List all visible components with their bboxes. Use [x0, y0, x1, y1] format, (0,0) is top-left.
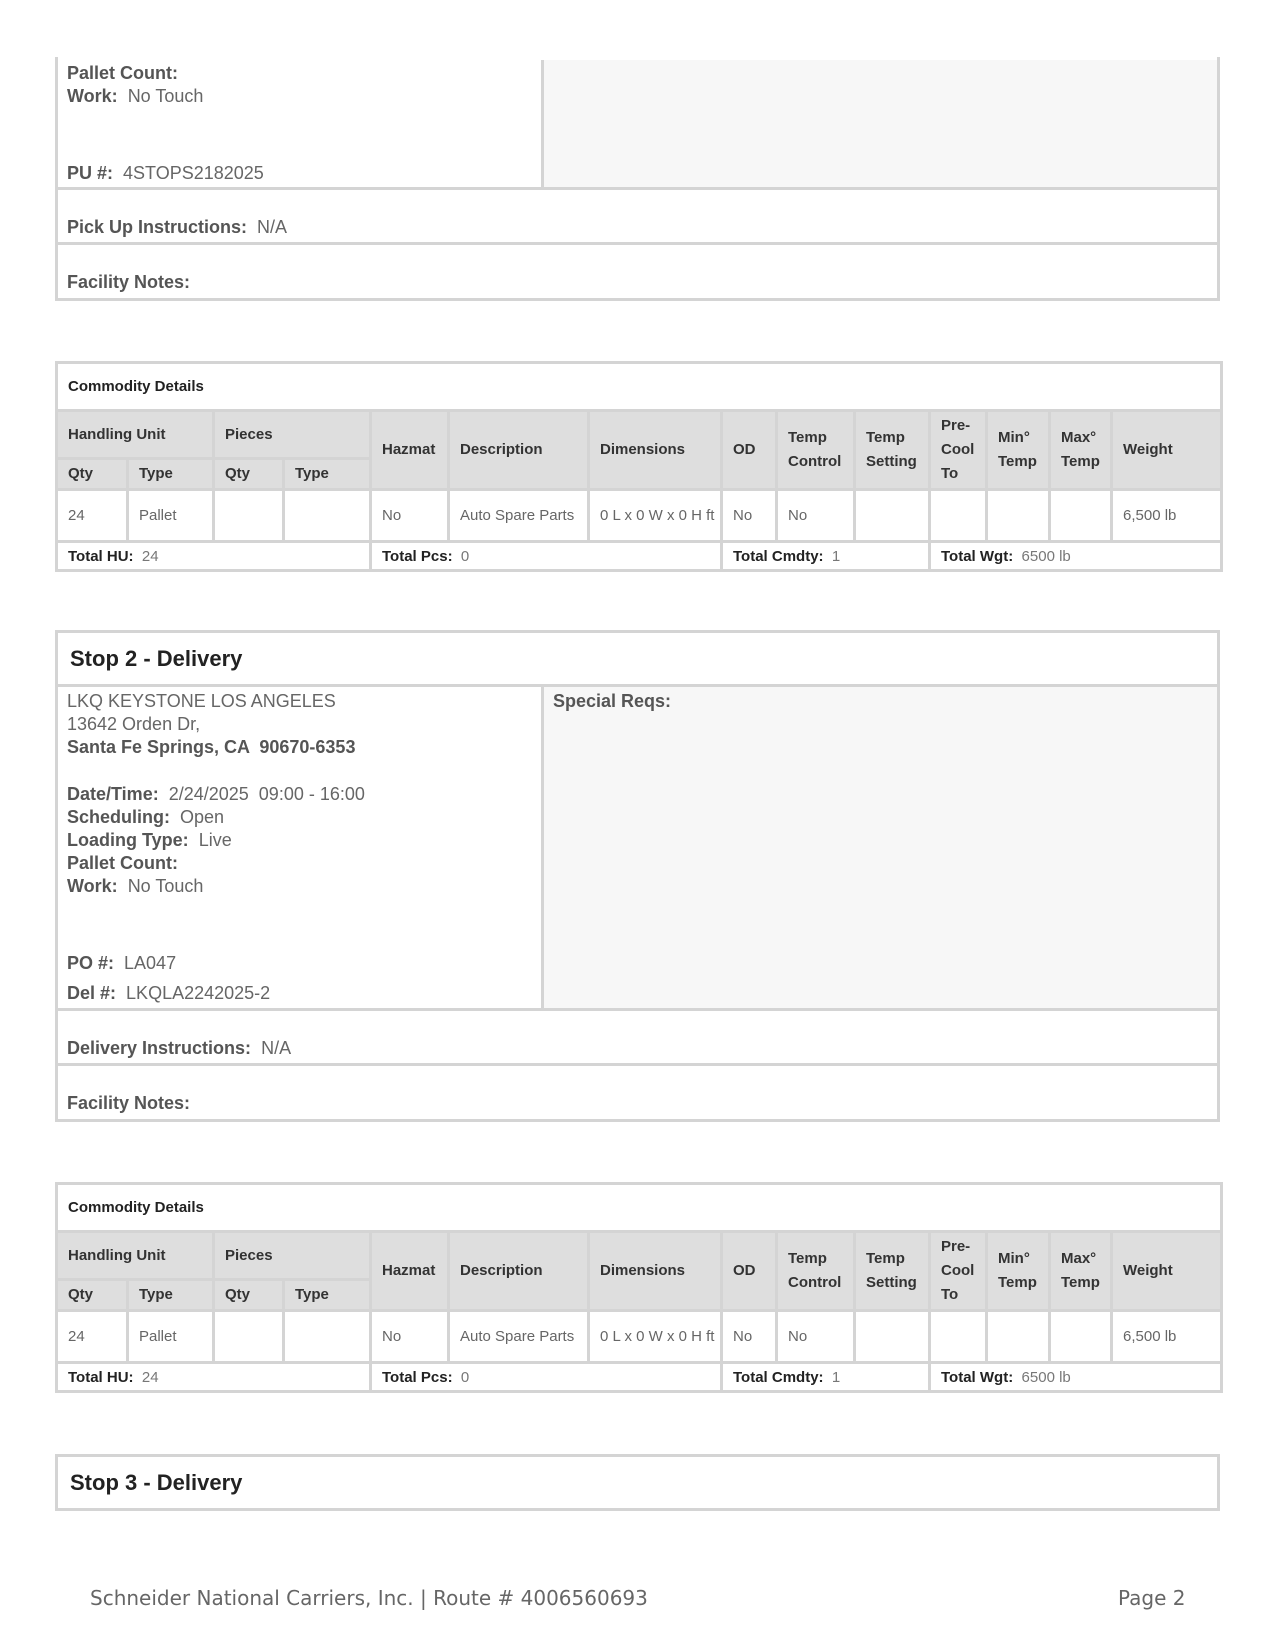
- col-temp-control: Temp Control: [777, 1232, 855, 1311]
- cell-hazmat: No: [371, 1311, 449, 1363]
- special-reqs-label: Special Reqs:: [553, 691, 672, 711]
- cell-min-temp: [987, 1311, 1050, 1363]
- stop2-po-number: [67, 952, 176, 975]
- cell-od: No: [722, 1311, 777, 1363]
- stop1-special-reqs-panel: [541, 60, 1217, 188]
- col-pieces: Pieces: [214, 1232, 371, 1280]
- stop1-divider-2: [55, 242, 1220, 245]
- table-row: [57, 1311, 1222, 1363]
- col-hu-qty: Qty: [57, 1280, 128, 1311]
- work-label: Work:: [67, 86, 118, 106]
- total-hu: Total HU: 24: [57, 1363, 371, 1392]
- stop2-facility-name: LKQ KEYSTONE LOS ANGELES: [67, 691, 336, 711]
- po-label: PO #:: [67, 953, 115, 973]
- col-pieces: Pieces: [214, 411, 371, 459]
- scheduling-value: Open: [180, 807, 225, 827]
- col-hazmat: Hazmat: [371, 1232, 449, 1311]
- stop1-divider-1: [55, 187, 1220, 190]
- po-value: LA047: [124, 953, 177, 973]
- work-label: Work:: [67, 876, 118, 896]
- cell-temp-control: No: [777, 490, 855, 542]
- stop2-header-box: [55, 630, 1220, 687]
- stop2-del-number: [67, 982, 270, 1005]
- footer-page-number: Page 2: [1118, 1586, 1186, 1610]
- cell-hazmat: No: [371, 490, 449, 542]
- col-max-temp: Max° Temp: [1050, 411, 1112, 490]
- datetime-value: 2/24/2025 09:00 - 16:00: [168, 784, 365, 804]
- cell-description: Auto Spare Parts: [449, 490, 589, 542]
- totals-row: [57, 542, 1222, 571]
- stop2-divider-2: [55, 1063, 1220, 1066]
- work-value: No Touch: [127, 876, 204, 896]
- col-weight: Weight: [1112, 411, 1222, 490]
- col-min-temp: Min° Temp: [987, 1232, 1050, 1311]
- col-pc-type: Type: [284, 459, 371, 490]
- total-hu: Total HU: 24: [57, 542, 371, 571]
- total-wgt: Total Wgt: 6500 lb: [930, 542, 1222, 571]
- col-description: Description: [449, 1232, 589, 1311]
- table-row: [57, 490, 1222, 542]
- cell-pc-qty: [214, 1311, 284, 1363]
- cell-hu-type: Pallet: [128, 1311, 214, 1363]
- cell-max-temp: [1050, 1311, 1112, 1363]
- col-dimensions: Dimensions: [589, 411, 722, 490]
- cell-temp-control: No: [777, 1311, 855, 1363]
- cell-dimensions: 0 L x 0 W x 0 H ft: [589, 1311, 722, 1363]
- stop3-heading: Stop 3 - Delivery: [70, 1470, 243, 1495]
- stop3-header-box: [55, 1454, 1220, 1511]
- datetime-label: Date/Time:: [67, 784, 159, 804]
- col-max-temp: Max° Temp: [1050, 1232, 1112, 1311]
- col-od: OD: [722, 1232, 777, 1311]
- cell-temp-setting: [855, 1311, 930, 1363]
- stop2-facility-notes: [67, 1092, 190, 1115]
- cell-hu-qty: 24: [57, 1311, 128, 1363]
- stop2-scheduling: [67, 806, 224, 829]
- col-min-temp: Min° Temp: [987, 411, 1050, 490]
- col-temp-setting: Temp Setting: [855, 1232, 930, 1311]
- stop1-pallet-count: [67, 62, 178, 85]
- cell-dimensions: 0 L x 0 W x 0 H ft: [589, 490, 722, 542]
- pickup-instructions-label: Pick Up Instructions:: [67, 217, 248, 237]
- stop2-loading-type: [67, 829, 232, 852]
- pallet-count-label: Pallet Count:: [67, 63, 178, 83]
- stop1-facility-notes: [67, 271, 190, 294]
- cell-temp-setting: [855, 490, 930, 542]
- cell-hu-type: Pallet: [128, 490, 214, 542]
- pu-label: PU #:: [67, 163, 114, 183]
- pu-value: 4STOPS2182025: [123, 163, 264, 183]
- col-pc-qty: Qty: [214, 1280, 284, 1311]
- col-hu-type: Type: [128, 1280, 214, 1311]
- cell-precool: [930, 1311, 987, 1363]
- delivery-instructions-value: N/A: [261, 1038, 292, 1058]
- col-precool: Pre-Cool To: [930, 1232, 987, 1311]
- totals-row: [57, 1363, 1222, 1392]
- stop2-divider-1: [55, 1008, 1220, 1011]
- stop1-pu-number: [67, 162, 264, 185]
- col-hu-type: Type: [128, 459, 214, 490]
- delivery-instructions-label: Delivery Instructions:: [67, 1038, 252, 1058]
- col-od: OD: [722, 411, 777, 490]
- col-weight: Weight: [1112, 1232, 1222, 1311]
- total-cmdty: Total Cmdty: 1: [722, 542, 930, 571]
- stop2-delivery-instructions: [67, 1037, 291, 1060]
- del-value: LKQLA2242025-2: [126, 983, 271, 1003]
- cell-od: No: [722, 490, 777, 542]
- pickup-instructions-value: N/A: [257, 217, 288, 237]
- footer-company-route: Schneider National Carriers, Inc. | Route # 4006560693: [90, 1586, 648, 1610]
- total-wgt: Total Wgt: 6500 lb: [930, 1363, 1222, 1392]
- col-handling-unit: Handling Unit: [57, 1232, 214, 1280]
- stop2-special-reqs-panel: [541, 687, 1217, 1009]
- cell-hu-qty: 24: [57, 490, 128, 542]
- col-temp-setting: Temp Setting: [855, 411, 930, 490]
- pallet-count-label: Pallet Count:: [67, 853, 178, 873]
- scheduling-label: Scheduling:: [67, 807, 170, 827]
- stop2-heading: Stop 2 - Delivery: [70, 646, 243, 671]
- commodity-table-stop1: [55, 361, 1223, 572]
- total-cmdty: Total Cmdty: 1: [722, 1363, 930, 1392]
- col-handling-unit: Handling Unit: [57, 411, 214, 459]
- stop2-work: [67, 875, 203, 898]
- col-hu-qty: Qty: [57, 459, 128, 490]
- stop2-datetime: [67, 783, 365, 806]
- loading-type-value: Live: [198, 830, 232, 850]
- cell-max-temp: [1050, 490, 1112, 542]
- total-pcs: Total Pcs: 0: [371, 1363, 722, 1392]
- stop2-city-line: Santa Fe Springs, CA 90670-6353: [67, 737, 356, 757]
- cell-weight: 6,500 lb: [1112, 1311, 1222, 1363]
- cell-weight: 6,500 lb: [1112, 490, 1222, 542]
- work-value: No Touch: [127, 86, 204, 106]
- col-temp-control: Temp Control: [777, 411, 855, 490]
- col-description: Description: [449, 411, 589, 490]
- col-precool: Pre-Cool To: [930, 411, 987, 490]
- cell-pc-type: [284, 1311, 371, 1363]
- cell-precool: [930, 490, 987, 542]
- col-dimensions: Dimensions: [589, 1232, 722, 1311]
- stop2-street: 13642 Orden Dr,: [67, 714, 201, 734]
- stop1-work: [67, 85, 203, 108]
- cell-description: Auto Spare Parts: [449, 1311, 589, 1363]
- commodity-table-stop2: [55, 1182, 1223, 1393]
- cell-min-temp: [987, 490, 1050, 542]
- facility-notes-label: Facility Notes:: [67, 272, 191, 292]
- facility-notes-label: Facility Notes:: [67, 1093, 191, 1113]
- stop2-pallet-count: [67, 852, 178, 875]
- commodity-title: Commodity Details: [57, 1184, 1222, 1232]
- del-label: Del #:: [67, 983, 117, 1003]
- col-hazmat: Hazmat: [371, 411, 449, 490]
- col-pc-qty: Qty: [214, 459, 284, 490]
- stop1-pickup-instructions: [67, 216, 287, 239]
- col-pc-type: Type: [284, 1280, 371, 1311]
- cell-pc-qty: [214, 490, 284, 542]
- cell-pc-type: [284, 490, 371, 542]
- total-pcs: Total Pcs: 0: [371, 542, 722, 571]
- commodity-title: Commodity Details: [57, 363, 1222, 411]
- loading-type-label: Loading Type:: [67, 830, 189, 850]
